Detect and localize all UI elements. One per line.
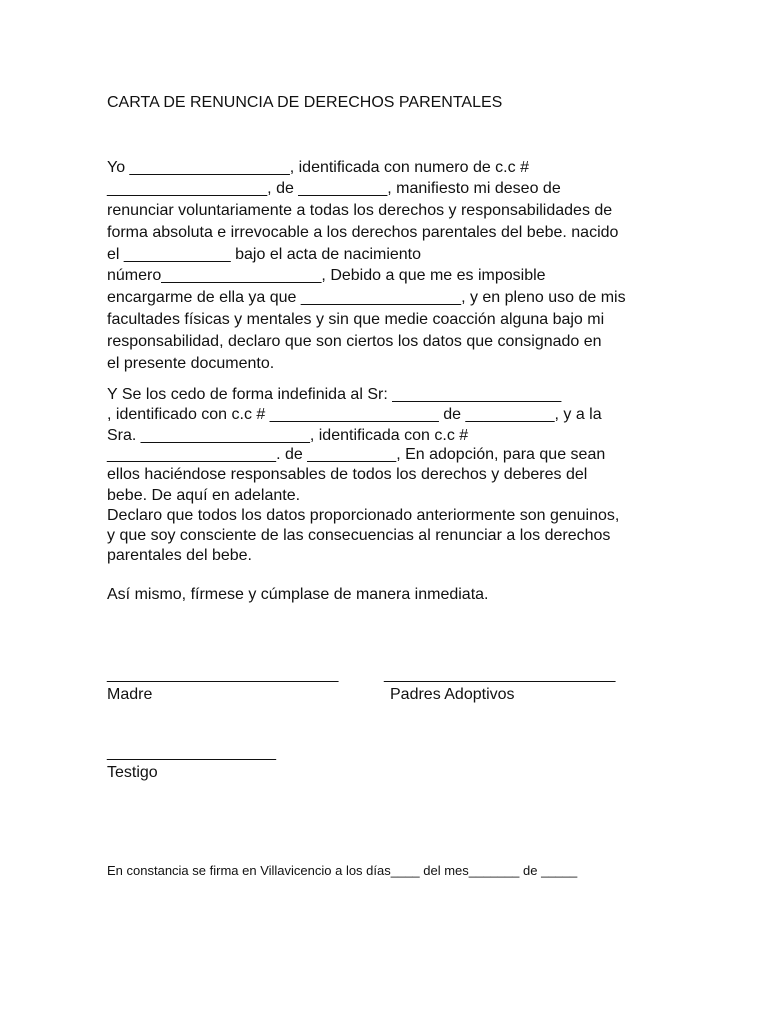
paragraph-line: el ____________ bajo el acta de nacimiento bbox=[107, 246, 422, 263]
paragraph-line: el presente documento. bbox=[107, 355, 275, 372]
madre-signature-line: __________________________ bbox=[107, 666, 339, 683]
testigo-label: Testigo bbox=[107, 764, 158, 781]
paragraph-line: Yo __________________, identificada con numero de c.c # bbox=[107, 159, 529, 176]
paragraph-line: ___________________. de __________, En adopción, para que sean bbox=[107, 446, 606, 463]
paragraph-line: y que soy consciente de las consecuencias al renunciar a los derechos bbox=[107, 527, 611, 544]
paragraph-line: número__________________, Debido a que me es imposible bbox=[107, 267, 546, 284]
paragraph-line: bebe. De aquí en adelante. bbox=[107, 487, 301, 504]
paragraph-line: __________________, de __________, manifiesto mi deseo de bbox=[107, 180, 561, 197]
paragraph-line: Declaro que todos los datos proporcionado anteriormente son genuinos, bbox=[107, 507, 620, 524]
paragraph-line: forma absoluta e irrevocable a los derechos parentales del bebe. nacido bbox=[107, 224, 619, 241]
paragraph-line: ellos haciéndose responsables de todos los derechos y deberes del bbox=[107, 466, 588, 483]
paragraph-line: responsabilidad, declaro que son ciertos los datos que consignado en bbox=[107, 333, 602, 350]
paragraph-line: encargarme de ella ya que __________________, y en pleno uso de mis bbox=[107, 289, 626, 306]
madre-label: Madre bbox=[107, 686, 153, 703]
padres-signature-line: __________________________ bbox=[384, 666, 616, 683]
paragraph-line: parentales del bebe. bbox=[107, 547, 252, 564]
testigo-signature-line: ___________________ bbox=[107, 744, 277, 761]
document-title: CARTA DE RENUNCIA DE DERECHOS PARENTALES bbox=[107, 94, 503, 111]
paragraph-line: renunciar voluntariamente a todas los derechos y responsabilidades de bbox=[107, 202, 613, 219]
closing-statement: Así mismo, fírmese y cúmplase de manera inmediata. bbox=[107, 586, 489, 603]
paragraph-line: facultades físicas y mentales y sin que medie coacción alguna bajo mi bbox=[107, 311, 605, 328]
paragraph-line: , identificado con c.c # ___________________ de __________, y a la bbox=[107, 406, 602, 423]
paragraph-line: Sra. ___________________, identificada con c.c # bbox=[107, 427, 469, 444]
footer-signing-place: En constancia se firma en Villavicencio a los días____ del mes_______ de _____ bbox=[107, 863, 578, 878]
paragraph-line: Y Se los cedo de forma indefinida al Sr: ___________________ bbox=[107, 386, 562, 403]
padres-adoptivos-label: Padres Adoptivos bbox=[390, 686, 515, 703]
